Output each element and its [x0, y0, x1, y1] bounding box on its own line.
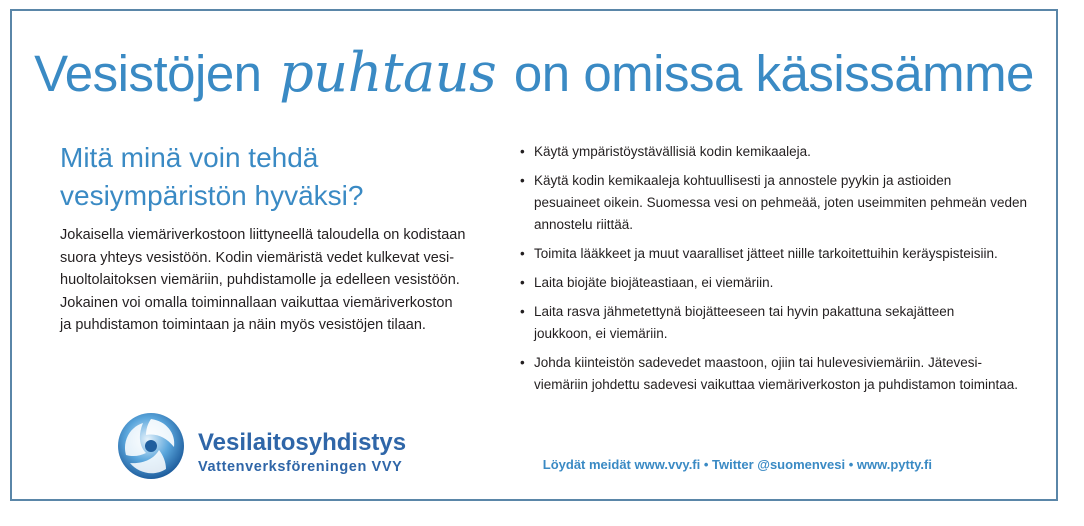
tip-item — [520, 243, 1030, 265]
subheading-line-1: Mitä minä voin tehdä — [60, 142, 319, 173]
tip-item — [520, 301, 1030, 345]
tip-line: • Laita rasva jähmetettynä biojätteeseen tai hyvin pakattuna sekajätteen — [534, 304, 955, 319]
tip-line: annostelu riittää. — [534, 217, 634, 232]
tip-line: • Johda kiinteistön sadevedet maastoon, ojiin tai hulevesiviemäriin. Jätevesi- — [534, 355, 982, 370]
headline-part-2: on omissa käsissämme — [513, 45, 1034, 102]
tip-line: joukkoon, ei viemäriin. — [534, 326, 668, 341]
tip-item — [520, 170, 1030, 236]
intro-line: ja puhdistamon toimintaan ja näin myös vesistöjen tilaan. — [60, 317, 426, 333]
logo-subname: Vattenverksföreningen VVY — [198, 459, 403, 475]
logo-svg — [116, 411, 186, 481]
tip-line: • Laita biojäte biojäteastiaan, ei viemäriin. — [534, 275, 774, 290]
intro-line: Jokainen voi omalla toiminnallaan vaikuttaa viemäriverkoston — [60, 294, 453, 311]
headline — [12, 41, 1056, 104]
subheading-line-2: vesiympäristön hyväksi? — [60, 180, 364, 211]
tip-item — [520, 272, 1030, 294]
intro-line: Jokaisella viemäriverkostoon liittyneellä taloudella on kodistaan — [60, 227, 466, 243]
tip-line: viemäriin johdettu sadevesi vaikuttaa viemäriverkoston ja puhdistamon toimintaa. — [534, 377, 1018, 392]
intro-paragraph — [60, 224, 490, 337]
tips-list — [520, 141, 1030, 403]
headline-part-1: Vesistöjen — [34, 45, 262, 102]
vvy-swirl-logo-icon — [116, 411, 186, 481]
intro-line: suora yhteys vesistöön. Kodin viemäristä vedet kulkevat vesi- — [60, 249, 455, 266]
tip-item — [520, 141, 1030, 163]
tip-line: pesuaineet oikein. Suomessa vesi on pehmeää, joten useimmiten pehmeän veden — [534, 195, 1028, 210]
contact-line: Löydät meidät www.vvy.fi • Twitter @suomenvesi • www.pytty.fi — [542, 457, 932, 472]
intro-line: huoltolaitoksen viemäriin, puhdistamolle ja edelleen vesistöön. — [60, 272, 460, 288]
headline-script-word: puhtaus — [279, 41, 497, 104]
tip-line: • Käytä kodin kemikaaleja kohtuullisesti ja annostele pyykin ja astioiden — [534, 173, 952, 188]
tip-item — [520, 352, 1030, 396]
logo-name: Vesilaitosyhdistys — [198, 429, 407, 456]
ad-frame — [10, 9, 1058, 501]
subheading — [60, 139, 480, 215]
tip-line: • Toimita lääkkeet ja muut vaaralliset jätteet niille tarkoitettuihin keräyspisteisiin. — [534, 246, 998, 261]
tip-line: • Käytä ympäristöystävällisiä kodin kemikaaleja. — [534, 144, 811, 159]
